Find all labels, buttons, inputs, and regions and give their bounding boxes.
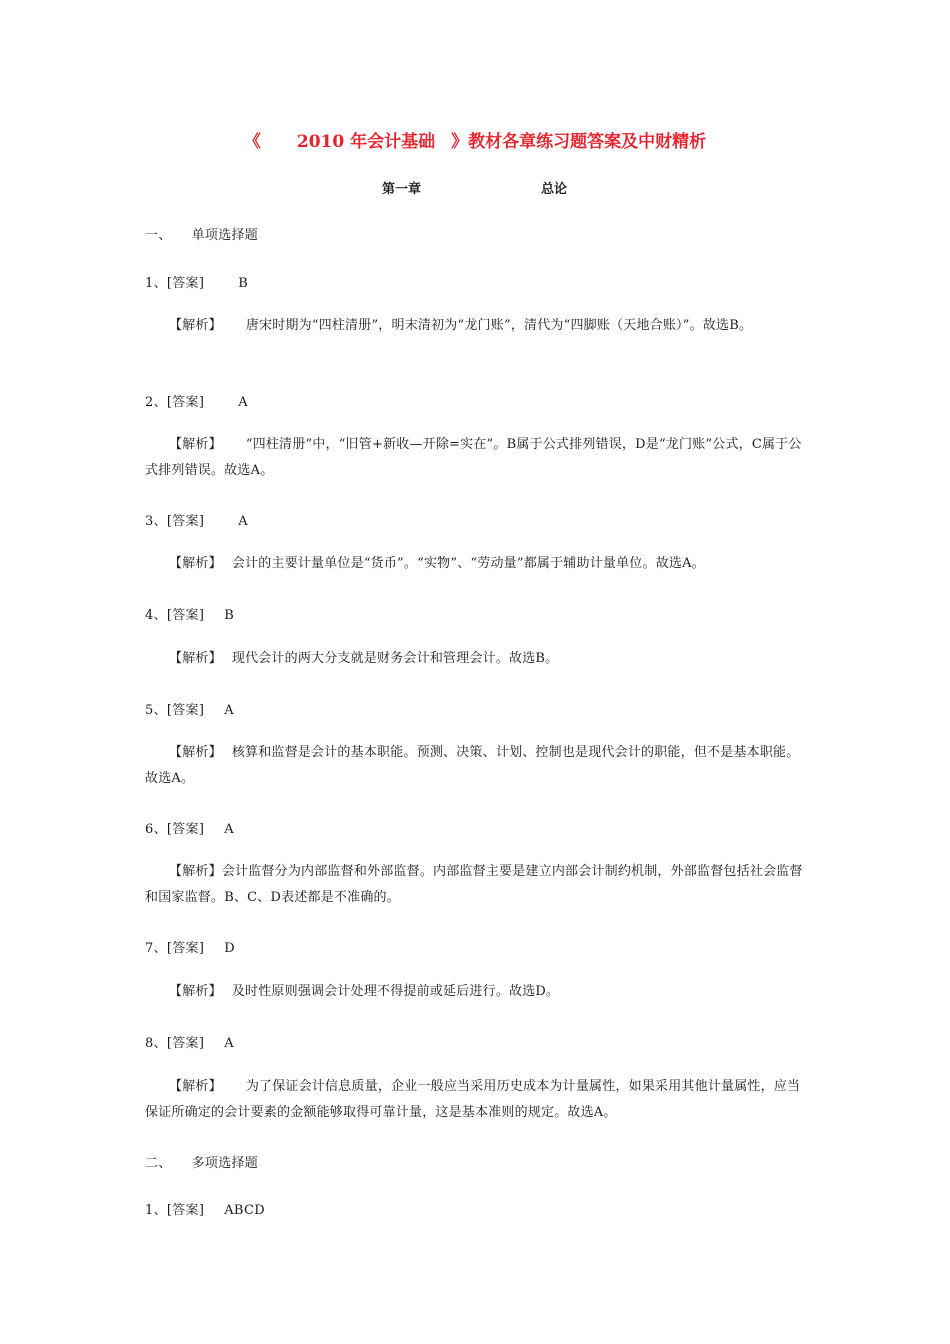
title-rest: 》教材各章练习题答案及中财精析: [451, 132, 707, 152]
section-index: 一、: [145, 228, 172, 243]
question-number: 1、[答案]: [145, 276, 205, 291]
explanation-label: 【解析】: [169, 437, 222, 452]
section-label: 单项选择题: [191, 228, 259, 243]
explanation-text: 现代会计的两大分支就是财务会计和管理会计。故选B。: [231, 651, 559, 666]
answer-line: [145, 391, 248, 410]
chapter-number: 第一章: [382, 182, 422, 197]
answer-value: B: [224, 608, 235, 623]
section-index: 二、: [145, 1156, 172, 1171]
answer-value: ABCD: [224, 1203, 265, 1218]
explanation-text: “四柱清册”中，“旧管+新收—开除=实在”。B属于公式排列错误，D是“龙门账”公式，C属于公式排列错误。故选A。: [145, 437, 802, 478]
explanation: [145, 859, 810, 911]
explanation-text: 会计的主要计量单位是“货币”。“实物”、“劳动量”都属于辅助计量单位。故选A。: [231, 556, 705, 571]
answer-line: [145, 510, 248, 529]
title-main: 2010 年会计基础: [296, 132, 436, 152]
answer-value: D: [224, 941, 235, 956]
explanation-label: 【解析】: [169, 556, 222, 571]
explanation-text: 为了保证会计信息质量，企业一般应当采用历史成本为计量属性，如果采用其他计量属性，应当保证所确定的会计要素的金额能够取得可靠计量，这是基本准则的规定。故选A。: [145, 1079, 801, 1120]
question-number: 3、[答案]: [145, 514, 205, 529]
explanation-label: 【解析】: [169, 745, 222, 760]
answer-value: A: [238, 514, 248, 529]
explanation: [145, 551, 810, 577]
answer-line: [145, 699, 234, 718]
explanation: [145, 1074, 810, 1126]
document-title: [0, 127, 950, 152]
answer-line: [145, 937, 235, 956]
explanation: [145, 740, 810, 792]
explanation-text: 唐宋时期为“四柱清册”，明末清初为“龙门账”，清代为“四脚账（天地合账）”。故选B。: [245, 318, 753, 333]
answer-value: A: [224, 822, 234, 837]
explanation-text: 核算和监督是会计的基本职能。预测、决策、计划、控制也是现代会计的职能，但不是基本职能。故选A。: [145, 745, 800, 786]
section-label: 多项选择题: [191, 1156, 259, 1171]
answer-value: A: [224, 1036, 234, 1051]
explanation-label: 【解析】: [169, 984, 222, 999]
answer-value: B: [238, 276, 249, 291]
explanation-label: 【解析】: [169, 1079, 222, 1094]
question-number: 6、[答案]: [145, 822, 205, 837]
explanation-text: 会计监督分为内部监督和外部监督。内部监督主要是建立内部会计制约机制，外部监督包括社会监督和国家监督。B、C、D表述都是不准确的。: [145, 864, 803, 905]
explanation: [145, 979, 810, 1005]
question-number: 4、[答案]: [145, 608, 205, 623]
answer-line: [145, 1199, 265, 1218]
question-number: 8、[答案]: [145, 1036, 205, 1051]
answer-value: A: [224, 703, 234, 718]
question-number: 2、[答案]: [145, 395, 205, 410]
title-open-bracket: 《: [243, 132, 261, 152]
question-number: 7、[答案]: [145, 941, 205, 956]
explanation-label: 【解析】: [169, 651, 222, 666]
answer-line: [145, 604, 234, 623]
answer-line: [145, 818, 234, 837]
explanation: [145, 432, 810, 484]
section-heading: [145, 1152, 258, 1171]
explanation-label: 【解析】: [169, 318, 222, 333]
answer-line: [145, 272, 248, 291]
question-number: 1、[答案]: [145, 1203, 205, 1218]
explanation-label: 【解析】: [169, 864, 222, 879]
answer-line: [145, 1032, 234, 1051]
explanation: [145, 313, 810, 339]
answer-value: A: [238, 395, 248, 410]
section-heading: [145, 224, 258, 243]
explanation: [145, 646, 810, 672]
chapter-name: 总论: [541, 182, 568, 197]
question-number: 5、[答案]: [145, 703, 205, 718]
explanation-text: 及时性原则强调会计处理不得提前或延后进行。故选D。: [231, 984, 560, 999]
